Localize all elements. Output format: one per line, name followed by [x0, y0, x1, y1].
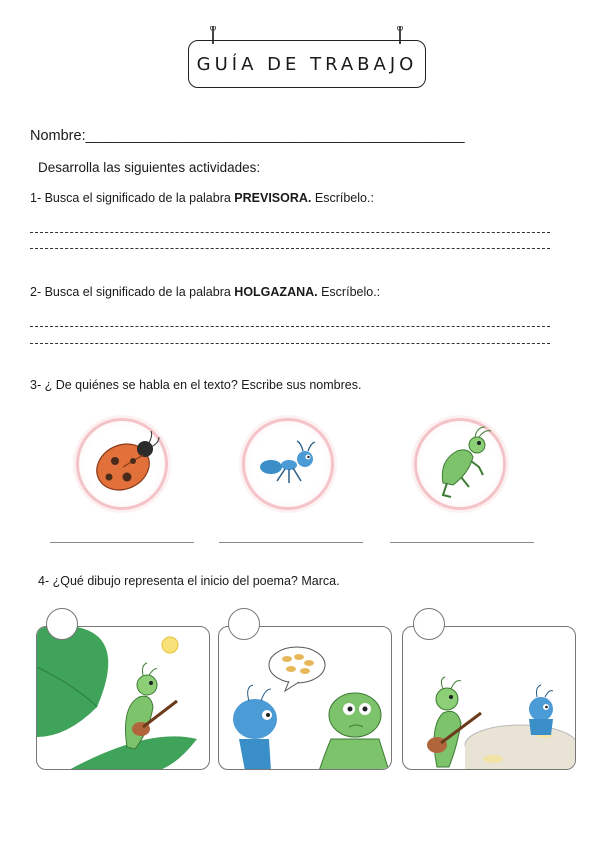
- page-title: GUÍA DE TRABAJO: [196, 53, 418, 75]
- scene-panel-1[interactable]: [36, 626, 210, 770]
- name-answer-line-2[interactable]: [219, 542, 363, 543]
- question-2-word: HOLGAZANA.: [234, 285, 318, 299]
- name-field[interactable]: Nombre:_______________________________________________: [30, 128, 465, 144]
- grasshopper-ant-table-scene: [403, 627, 576, 770]
- select-circle-3[interactable]: [413, 608, 445, 640]
- select-circle-1[interactable]: [46, 608, 78, 640]
- scene-panel-3[interactable]: [402, 626, 576, 770]
- question-1-word: PREVISORA.: [234, 191, 312, 205]
- grasshopper-guitar-scene: [37, 627, 210, 770]
- question-1: [30, 191, 374, 205]
- question-2: [30, 285, 380, 299]
- question-1-prefix: 1- Busca el significado de la palabra: [30, 191, 235, 205]
- question-3: 3- ¿ De quiénes se habla en el texto? Escribe sus nombres.: [30, 378, 362, 392]
- ladybug-icon: [79, 421, 165, 507]
- ant-picture: [242, 418, 334, 510]
- name-answer-line-3[interactable]: [390, 542, 534, 543]
- name-answer-line-1[interactable]: [50, 542, 194, 543]
- grasshopper-picture: [414, 418, 506, 510]
- question-4: 4- ¿Qué dibujo representa el inicio del poema? Marca.: [38, 574, 340, 588]
- title-sign: [188, 40, 426, 88]
- answer-line-2b[interactable]: [30, 343, 550, 344]
- grasshopper-icon: [417, 421, 503, 507]
- ladybug-picture: [76, 418, 168, 510]
- question-1-suffix: Escríbelo.:: [311, 191, 374, 205]
- answer-line-1b[interactable]: [30, 248, 550, 249]
- instructions: Desarrolla las siguientes actividades:: [38, 160, 261, 175]
- ant-grasshopper-talk-scene: [219, 627, 392, 770]
- scene-panel-2[interactable]: [218, 626, 392, 770]
- ant-icon: [245, 421, 331, 507]
- question-2-suffix: Escríbelo.:: [317, 285, 381, 299]
- answer-line-1a[interactable]: [30, 232, 550, 233]
- question-2-prefix: 2- Busca el significado de la palabra: [30, 285, 235, 299]
- answer-line-2a[interactable]: [30, 326, 550, 327]
- select-circle-2[interactable]: [228, 608, 260, 640]
